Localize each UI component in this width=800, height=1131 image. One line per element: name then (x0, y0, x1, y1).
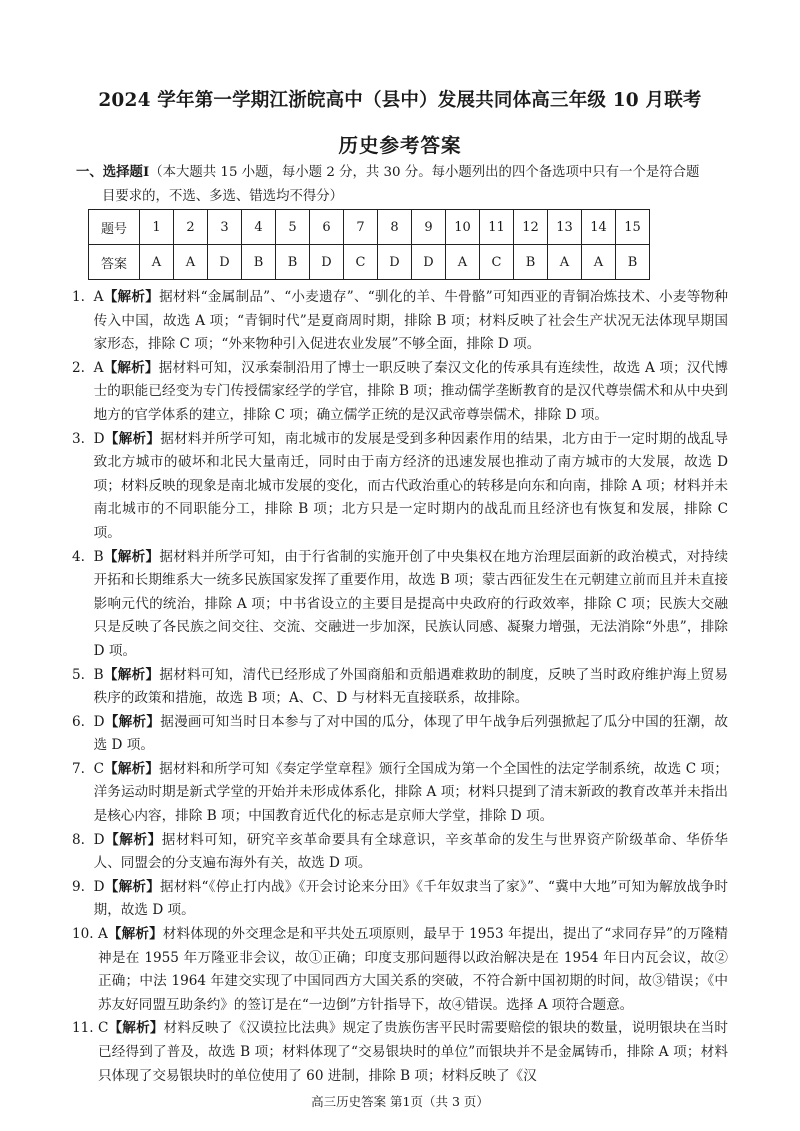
answer-cell: B (616, 245, 650, 280)
question-number-cell: 7 (344, 210, 378, 245)
item-text: 材料反映了《汉谟拉比法典》规定了贵族伤害平民时需要赔偿的银块的数量，说明银块在当时已经得到了普及，故选 B 项；材料体现了“交易银块时的单位”而银块并不是金属铸币，排除 A 项；材料只体现了交易银块时的单位使用了 60 进制，排除 B 项；材料反映了《汉 (97, 1020, 729, 1084)
item-answer: D (93, 831, 105, 848)
question-number-cell: 4 (242, 210, 276, 245)
item-answer: D (93, 713, 105, 730)
item-tag: 【解析】 (107, 926, 163, 943)
item-tag: 【解析】 (104, 878, 161, 895)
item-answer: D (93, 878, 105, 895)
explanation-item (72, 428, 728, 546)
question-number-cell: 9 (412, 210, 446, 245)
item-number: 10. (72, 926, 98, 943)
question-number-cell: 13 (548, 210, 582, 245)
item-tag: 【解析】 (103, 289, 160, 305)
question-number-row (89, 210, 650, 245)
section-heading (76, 160, 726, 209)
item-number: 6. (72, 713, 94, 730)
item-number: 9. (72, 878, 94, 895)
explanation-item (72, 1017, 728, 1088)
item-number: 3. (72, 430, 94, 447)
answer-cell: B (276, 245, 310, 280)
question-number-cell: 2 (174, 210, 208, 245)
item-answer: C (97, 1020, 109, 1037)
answer-cell: D (310, 245, 344, 280)
explanation-item (72, 876, 728, 923)
answer-cell: C (480, 245, 514, 280)
item-tag: 【解析】 (103, 359, 159, 376)
explanation-item (72, 357, 728, 428)
answer-row (89, 245, 650, 280)
question-number-cell: 15 (616, 210, 650, 245)
question-number-cell: 3 (208, 210, 242, 245)
item-answer: B (93, 666, 104, 683)
item-number: 8. (72, 831, 94, 848)
answer-cell: D (412, 245, 446, 280)
row-label-answer: 答案 (89, 245, 140, 280)
item-number: 11. (72, 1020, 98, 1037)
question-number-cell: 1 (140, 210, 174, 245)
item-text: 据材料和所学可知《奏定学堂章程》颁行全国成为第一个全国性的法定学制系统，故选 C 项；洋务运动时期是新式学堂的开始并未形成体系化，排除 A 项；材料只提到了清末新政的教育改革并未指出是核心内容，排除 B 项；中国教育近代化的标志是京师大学堂，排除 D 项。 (93, 760, 729, 825)
item-text: 据材料可知，汉承秦制沿用了博士一职反映了秦汉文化的传承具有连续性，故选 A 项；汉代博士的职能已经变为专门传授儒家经学的学官，排除 B 项；推动儒学垄断教育的是汉代尊崇儒术和从中央到地方的官学体系的建立，排除 C 项；确立儒学正统的是汉武帝尊崇儒术，排除 D 项。 (93, 359, 728, 423)
explanation-list (72, 286, 728, 1088)
explanation-item (72, 546, 728, 664)
answer-cell: A (582, 245, 616, 280)
question-number-cell: 11 (480, 210, 514, 245)
item-number: 4. (72, 548, 94, 565)
exam-title: 2024 学年第一学期江浙皖高中（县中）发展共同体高三年级 10 月联考 (98, 90, 702, 111)
item-text: 据材料“金属制品”、“小麦遗存”、“驯化的羊、牛骨骼”可知西亚的青铜冶炼技术、小麦等物种传入中国，故选 A 项；“青铜时代”是夏商周时期，排除 B 项；材料反映了社会生产状况无法体现早期国家形态，排除 C 项；“外来物种引入促进农业发展”不够全面，排除 D 项。 (93, 289, 729, 353)
item-text: 材料体现的外交理念是和平共处五项原则，最早于 1953 年提出，提出了“求同存异”的万隆精神是在 1955 年万隆亚非会议，故①正确；印度支那问题得以政治解决是在 1954 年日内瓦会议，故②正确；中法 1964 年建交实现了中国同西方大国关系的突破，不符合新中国初期的时间，故③错误；《中苏友好同盟互助条约》的签订是在“一边倒”方针指导下，故④错误。选择 A 项符合题意。 (97, 926, 728, 1013)
explanation-item (72, 758, 728, 829)
section-description-line2: 目要求的，不选、多选、错选均不得分） (102, 189, 344, 204)
question-number-cell: 14 (582, 210, 616, 245)
answer-cell: B (514, 245, 548, 280)
answer-cell: B (242, 245, 276, 280)
answer-cell: A (174, 245, 208, 280)
item-tag: 【解析】 (104, 760, 160, 777)
item-text: 据材料可知，研究辛亥革命要具有全球意识，辛亥革命的发生与世界资产阶级革命、华侨华人、同盟会的分支遍布海外有关，故选 D 项。 (93, 831, 729, 872)
answer-cell: A (548, 245, 582, 280)
question-number-cell: 5 (276, 210, 310, 245)
page-footer: 高三历史答案 第1页（共 3 页） (311, 1094, 489, 1109)
item-tag: 【解析】 (104, 430, 161, 447)
explanation-item (72, 923, 728, 1017)
answer-cell: C (344, 245, 378, 280)
question-number-cell: 8 (378, 210, 412, 245)
item-tag: 【解析】 (103, 666, 160, 683)
item-number: 7. (72, 760, 94, 777)
item-tag: 【解析】 (104, 713, 161, 730)
explanation-item (72, 711, 728, 758)
answer-cell: A (140, 245, 174, 280)
item-tag: 【解析】 (108, 1020, 164, 1037)
item-number: 5. (72, 666, 94, 683)
item-answer: A (93, 359, 104, 376)
answer-cell: D (208, 245, 242, 280)
item-answer: B (93, 548, 104, 565)
item-answer: D (93, 430, 105, 447)
item-answer: A (93, 289, 104, 305)
item-number: 1. (72, 289, 94, 305)
explanation-item (72, 286, 728, 357)
section-label: 一、选择题Ⅰ (76, 164, 150, 180)
item-tag: 【解析】 (103, 548, 160, 565)
question-number-cell: 12 (514, 210, 548, 245)
document-subtitle: 历史参考答案 (338, 134, 462, 157)
question-number-cell: 10 (446, 210, 480, 245)
item-text: 据材料“《停止打内战》《开会讨论来分田》《千年奴隶当了家》”、“冀中大地”可知为解放战争时期，故选 D 项。 (93, 878, 728, 919)
item-answer: A (97, 926, 108, 943)
item-answer: C (93, 760, 105, 777)
section-description-line1: （本大题共 15 小题，每小题 2 分，共 30 分。每小题列出的四个备选项中只有一个是符合题 (149, 165, 700, 180)
item-text: 据材料并所学可知，由于行省制的实施开创了中央集权在地方治理层面新的政治模式，对持续开拓和长期维系大一统多民族国家发挥了重要作用，故选 B 项；蒙古西征发生在元朝建立前而且并未直接影响元代的统治，排除 A 项；中书省设立的主要目是提高中央政府的行政效率，排除 C 项；民族大交融只是反映了各民族之间交往、交流、交融进一步加深，民族认同感、凝聚力增强，无法消除“外患”，排除 D 项。 (93, 548, 728, 659)
explanation-item (72, 664, 728, 711)
item-text: 据漫画可知当时日本参与了对中国的瓜分，体现了甲午战争后列强掀起了瓜分中国的狂潮，故选 D 项。 (93, 713, 729, 754)
item-number: 2. (72, 359, 94, 376)
item-tag: 【解析】 (104, 831, 162, 848)
row-label-question-number: 题号 (89, 210, 140, 245)
answer-cell: A (446, 245, 480, 280)
item-text: 据材料可知，清代已经形成了外国商船和贡船遇难救助的制度，反映了当时政府维护海上贸易秩序的政策和措施，故选 B 项；A、C、D 与材料无直接联系，故排除。 (93, 666, 728, 707)
question-number-cell: 6 (310, 210, 344, 245)
explanation-item (72, 829, 728, 876)
answer-cell: D (378, 245, 412, 280)
answer-key-table (88, 209, 650, 280)
item-text: 据材料并所学可知，南北城市的发展是受到多种因素作用的结果，北方由于一定时期的战乱导致北方城市的破坏和北民大量南迁，同时由于南方经济的迅速发展也推动了南方城市的大发展，故选 D 项；材料反映的现象是南北城市发展的变化，而古代政治重心的转移是向东和向南，排除 A 项；材料并未南北城市的不同职能分工，排除 B 项；北方只是一定时期内的战乱而且经济也有恢复和发展，排除 C 项。 (93, 430, 729, 541)
